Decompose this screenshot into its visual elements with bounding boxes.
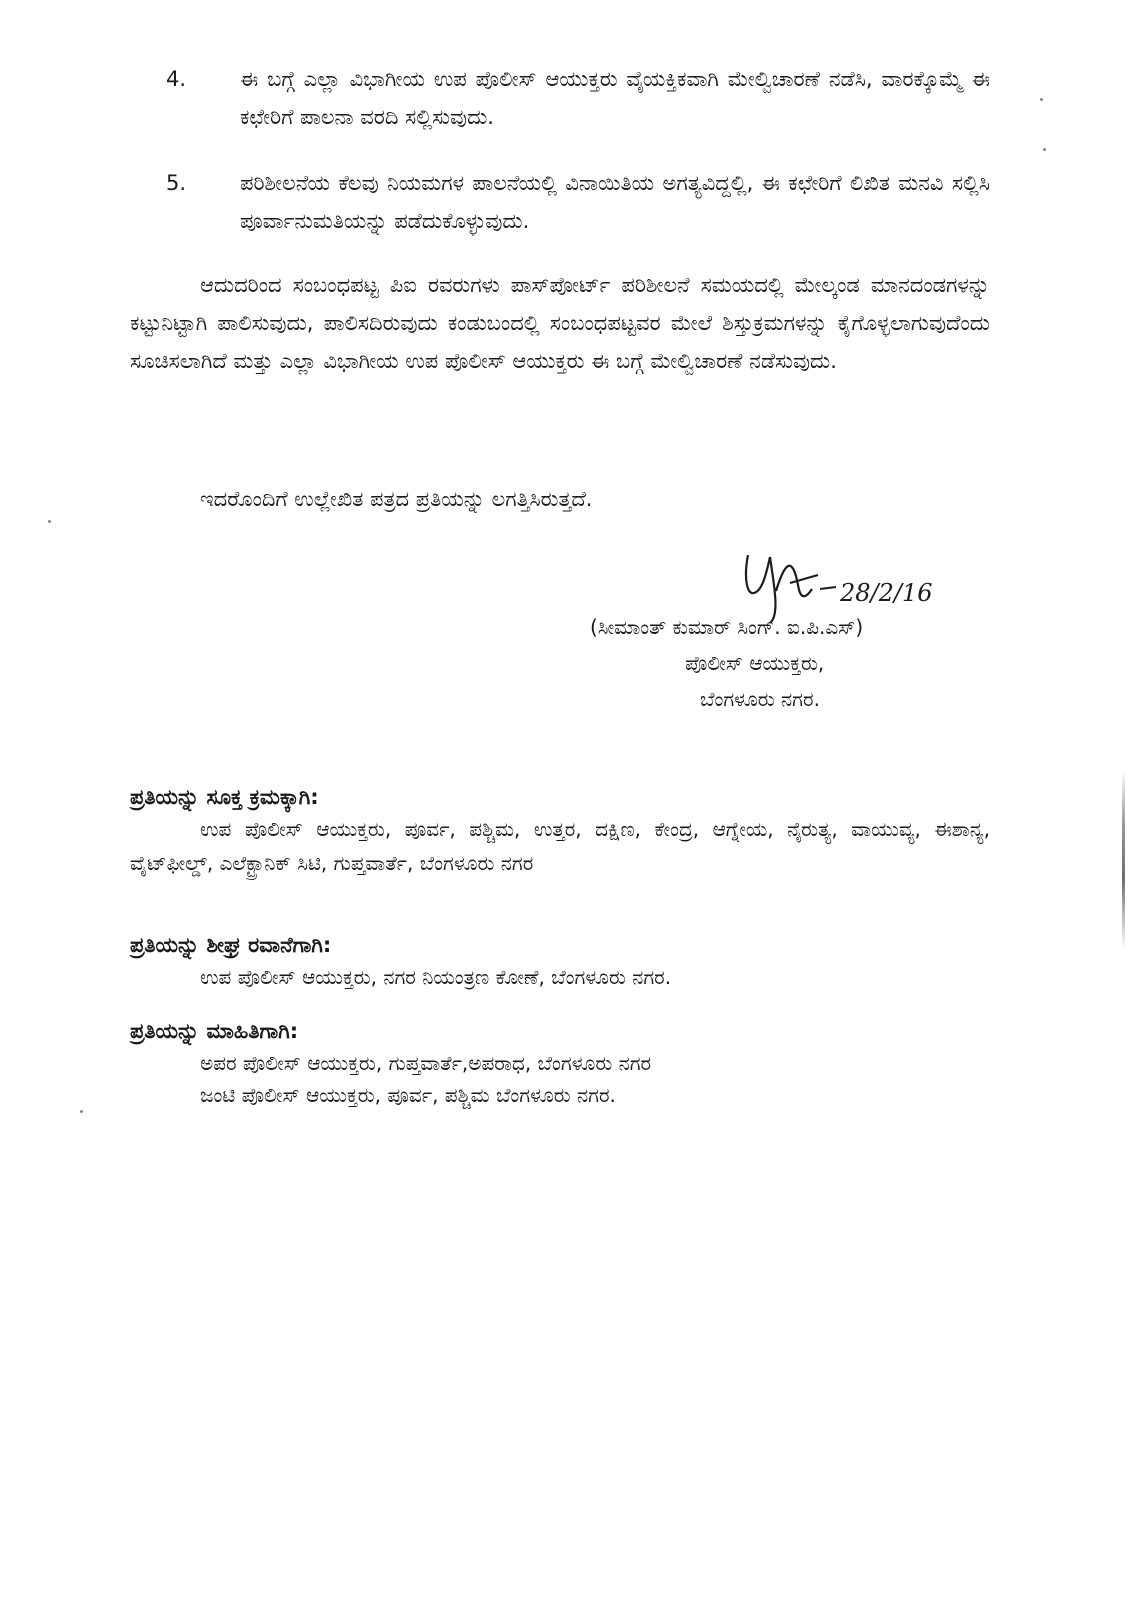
copy-heading-action: ಪ್ರತಿಯನ್ನು ಸೂಕ್ತ ಕ್ರಮಕ್ಕಾಗಿ: xyxy=(130,785,319,809)
copy-heading-dispatch: ಪ್ರತಿಯನ್ನು ಶೀಘ್ರ ರವಾನೆಗಾಗಿ: xyxy=(130,933,332,957)
item-text: ಈ ಬಗ್ಗೆ ಎಲ್ಲಾ ವಿಭಾಗೀಯ ಉಪ ಪೊಲೀಸ್ ಆಯುಕ್ತರು ವೈಯಕ್ತಿಕವಾಗಿ ಮೇಲ್ವಿಚಾರಣೆ ನಡೆಸಿ, ವಾರಕ್ಕೊಮ್ಮೆ ಈ ಕಛೇರಿಗೆ ಪಾಲನಾ ವರದಿ ಸಲ್ಲಿಸುವುದು. xyxy=(240,67,990,129)
enclosure-note: ಇದರೊಂದಿಗೆ ಉಲ್ಲೇಖಿತ ಪತ್ರದ ಪ್ರತಿಯನ್ನು ಲಗತ್ತಿಸಿರುತ್ತದೆ. xyxy=(200,487,593,511)
scan-speck xyxy=(48,520,51,523)
scan-edge-shadow xyxy=(1122,770,1125,950)
copy-line-dispatch: ಉಪ ಪೊಲೀಸ್ ಆಯುಕ್ತರು, ನಗರ ನಿಯಂತ್ರಣ ಕೋಣೆ, ಬೆಂಗಳೂರು ನಗರ. xyxy=(200,965,672,989)
scan-speck xyxy=(1040,98,1043,101)
signatory-name: (ಸೀಮಾಂತ್ ಕುಮಾರ್ ಸಿಂಗ್. ಐ.ಪಿ.ಎಸ್) xyxy=(590,615,864,639)
copy-line-information-2: ಜಂಟಿ ಪೊಲೀಸ್ ಆಯುಕ್ತರು, ಪೂರ್ವ, ಪಶ್ಚಿಮ ಬೆಂಗಳೂರು ನಗರ. xyxy=(200,1083,616,1107)
copy-heading-information: ಪ್ರತಿಯನ್ನು ಮಾಹಿತಿಗಾಗಿ: xyxy=(130,1019,299,1043)
item-number: 5. xyxy=(166,171,187,195)
signatory-city: ಬೆಂಗಳೂರು ನಗರ. xyxy=(700,687,820,711)
copy-body-action: ಉಪ ಪೊಲೀಸ್ ಆಯುಕ್ತರು, ಪೂರ್ವ, ಪಶ್ಚಿಮ, ಉತ್ತರ, ದಕ್ಷಿಣ, ಕೇಂದ್ರ, ಆಗ್ನೇಯ, ನೈರುತ್ಯ, ವಾಯುವ್ಯ, ಈಶಾನ್ಯ, ವೈಟ್‌ಫೀಲ್ಡ್, ಎಲೆಕ್ಟ್ರಾನಿಕ್ ಸಿಟಿ, ಗುಪ್ತವಾರ್ತೆ, ಬೆಂಗಳೂರು ನಗರ xyxy=(130,817,990,875)
list-item-5 xyxy=(130,164,990,240)
scan-speck xyxy=(80,1110,83,1113)
item-text: ಪರಿಶೀಲನೆಯ ಕೆಲವು ನಿಯಮಗಳ ಪಾಲನೆಯಲ್ಲಿ ವಿನಾಯಿತಿಯ ಅಗತ್ಯವಿದ್ದಲ್ಲಿ, ಈ ಕಛೇರಿಗೆ ಲಿಖಿತ ಮನವಿ ಸಲ್ಲಿಸಿ ಪೂರ್ವಾನುಮತಿಯನ್ನು ಪಡೆದುಕೊಳ್ಳುವುದು. xyxy=(240,171,990,233)
signature-date: 28/2/16 xyxy=(840,579,933,607)
list-item-4 xyxy=(130,60,990,136)
handwritten-signature xyxy=(740,545,940,625)
signatory-designation: ಪೊಲೀಸ್ ಆಯುಕ್ತರು, xyxy=(685,651,825,675)
signature-block xyxy=(560,545,1000,715)
copy-line-information-1: ಅಪರ ಪೊಲೀಸ್ ಆಯುಕ್ತರು, ಗುಪ್ತವಾರ್ತೆ,ಅಪರಾಧ, ಬೆಂಗಳೂರು ನಗರ xyxy=(200,1051,652,1075)
scan-speck xyxy=(1043,148,1046,151)
body-paragraph: ಆದುದರಿಂದ ಸಂಬಂಧಪಟ್ಟ ಪಿಐ ರವರುಗಳು ಪಾಸ್‌ಪೋರ್ಟ್ ಪರಿಶೀಲನೆ ಸಮಯದಲ್ಲಿ ಮೇಲ್ಕಂಡ ಮಾನದಂಡಗಳನ್ನು ಕಟ್ಟುನಿಟ್ಟಾಗಿ ಪಾಲಿಸುವುದು, ಪಾಲಿಸದಿರುವುದು ಕಂಡುಬಂದಲ್ಲಿ ಸಂಬಂಧಪಟ್ಟವರ ಮೇಲೆ ಶಿಸ್ತುಕ್ರಮಗಳನ್ನು ಕೈಗೊಳ್ಳಲಾಗುವುದೆಂದು ಸೂಚಿಸಲಾಗಿದೆ ಮತ್ತು ಎಲ್ಲಾ ವಿಭಾಗೀಯ ಉಪ ಪೊಲೀಸ್ ಆಯುಕ್ತರು ಈ ಬಗ್ಗೆ ಮೇಲ್ವಿಚಾರಣೆ ನಡೆಸುವುದು. xyxy=(130,273,990,373)
item-number: 4. xyxy=(166,67,187,91)
